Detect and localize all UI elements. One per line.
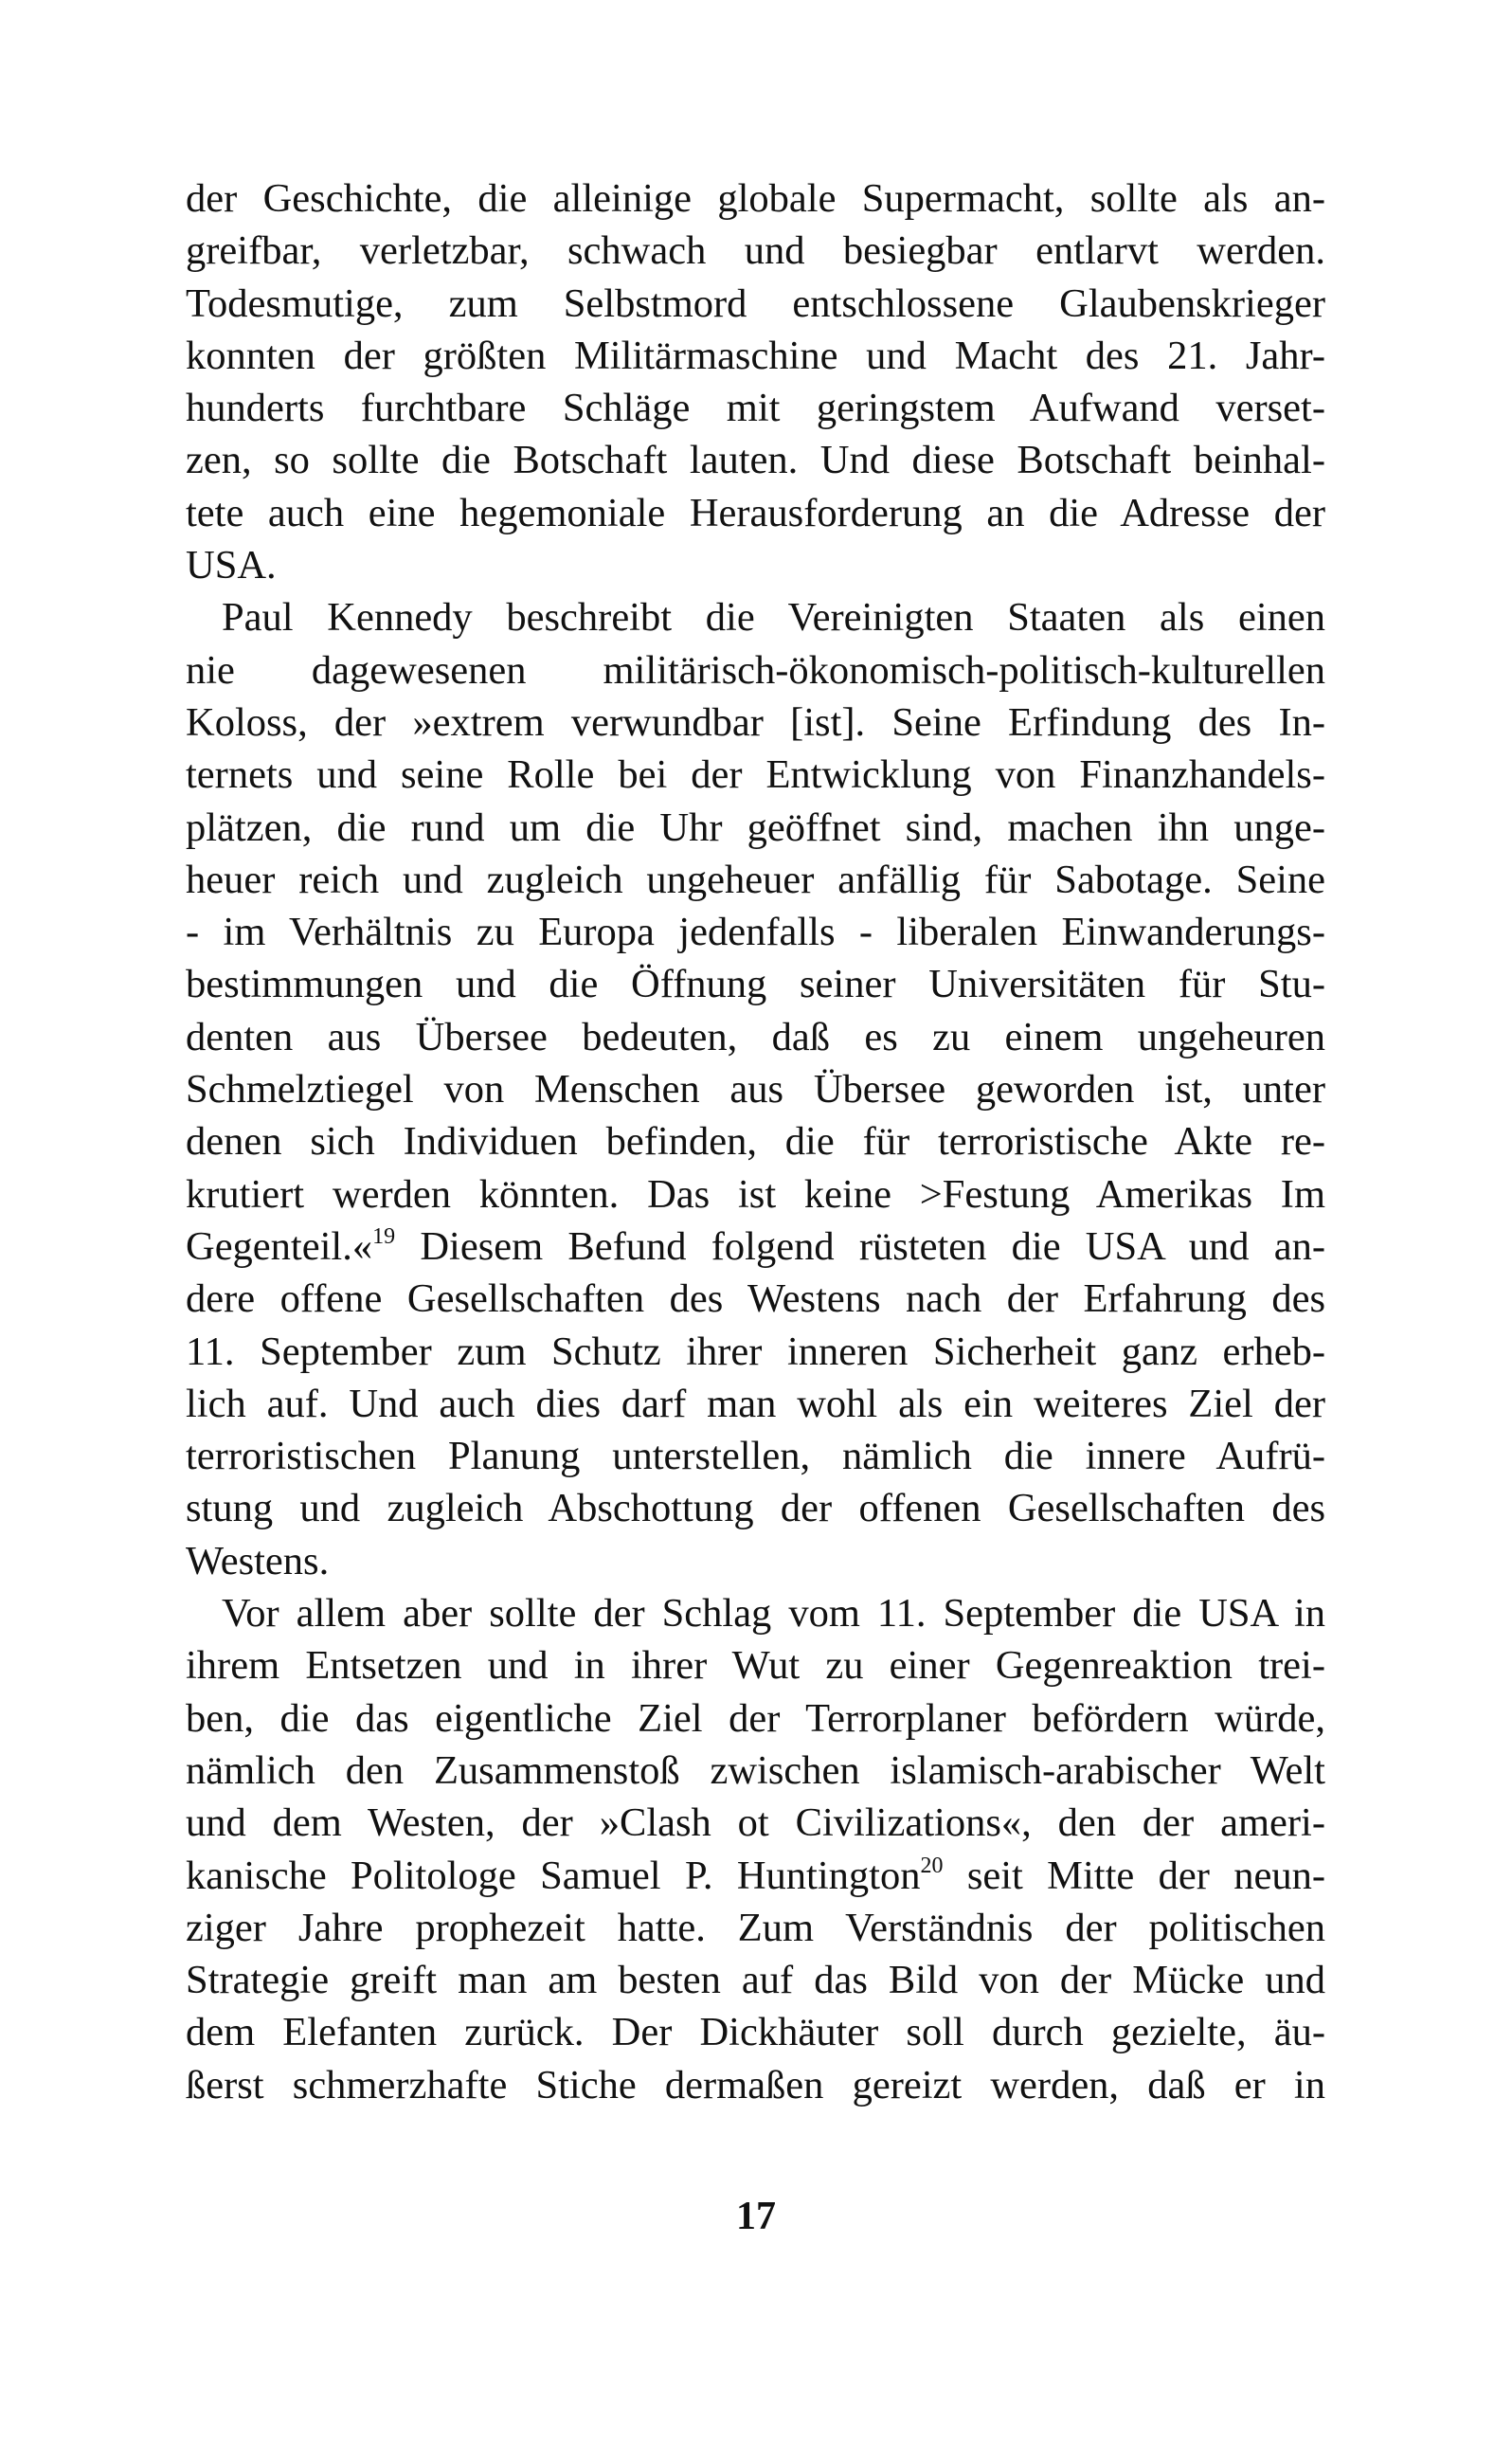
footnote-ref-20: 20: [920, 1853, 944, 1878]
text-line: Koloss, der »extrem verwundbar [ist]. Seine Erfindung des In-: [186, 699, 1325, 745]
text-line: ihrem Entsetzen und in ihrer Wut zu einer Gegenreaktion trei-: [186, 1643, 1325, 1689]
text-segment: Gegenteil.«: [186, 1223, 373, 1269]
body-text: [186, 172, 1325, 2111]
text-line: nämlich den Zusammenstoß zwischen islamisch-arabischer Welt: [186, 1747, 1325, 1793]
text-line: heuer reich und zugleich ungeheuer anfällig für Sabotage. Seine: [186, 857, 1325, 902]
text-line: ziger Jahre prophezeit hatte. Zum Verständnis der politischen: [186, 1905, 1325, 1950]
text-line: Todesmutige, zum Selbstmord entschlossene Glaubenskrieger: [186, 280, 1325, 326]
text-line: denten aus Übersee bedeuten, daß es zu einem ungeheuren: [186, 1014, 1325, 1059]
text-segment: Diesem Befund folgend rüsteten die USA und an-: [395, 1223, 1325, 1269]
text-line: Paul Kennedy beschreibt die Vereinigten Staaten als einen: [222, 595, 1325, 641]
page-number: 17: [736, 2195, 776, 2238]
text-line: und dem Westen, der »Clash ot Civilizations«, den der ameri-: [186, 1800, 1325, 1846]
text-line: dem Elefanten zurück. Der Dickhäuter soll durch gezielte, äu-: [186, 2010, 1325, 2055]
footnote-ref-19: 19: [372, 1223, 396, 1249]
text-segment: kanische Politologe Samuel P. Huntington: [186, 1853, 921, 1898]
text-line: Westens.: [186, 1538, 330, 1583]
text-line: stung und zugleich Abschottung der offenen Gesellschaften des: [186, 1486, 1325, 1531]
text-line: konnten der größten Militärmaschine und Macht des 21. Jahr-: [186, 333, 1325, 378]
text-line: tete auch eine hegemoniale Herausforderung an die Adresse der: [186, 490, 1325, 535]
text-line: Vor allem aber sollte der Schlag vom 11. September die USA in: [222, 1591, 1325, 1637]
text-line: lich auf. Und auch dies darf man wohl als ein weiteres Ziel der: [186, 1381, 1325, 1426]
text-line: nie dagewesenen militärisch-ökonomisch-politisch-kulturellen: [186, 647, 1325, 693]
text-line: Strategie greift man am besten auf das Bild von der Mücke und: [186, 1958, 1325, 2003]
text-segment: seit Mitte der neun-: [943, 1853, 1325, 1898]
text-line: plätzen, die rund um die Uhr geöffnet sind, machen ihn unge-: [186, 805, 1325, 850]
text-line: ben, die das eigentliche Ziel der Terrorplaner befördern würde,: [186, 1695, 1325, 1741]
text-line: - im Verhältnis zu Europa jedenfalls - liberalen Einwanderungs-: [186, 910, 1325, 955]
text-line-with-footnote: [186, 1221, 1325, 1273]
text-line: greifbar, verletzbar, schwach und besiegbar entlarvt werden.: [186, 228, 1325, 274]
text-line: hunderts furchtbare Schläge mit geringstem Aufwand verset-: [186, 386, 1325, 431]
text-line: dere offene Gesellschaften des Westens nach der Erfahrung des: [186, 1276, 1325, 1322]
text-line: bestimmungen und die Öffnung seiner Universitäten für Stu-: [186, 962, 1325, 1007]
text-line: krutiert werden könnten. Das ist keine >Festung Amerikas Im: [186, 1171, 1325, 1217]
text-line: terroristischen Planung unterstellen, nämlich die innere Aufrü-: [186, 1434, 1325, 1479]
text-line: ßerst schmerzhafte Stiche dermaßen gereizt werden, daß er in: [186, 2062, 1325, 2107]
text-line: 11. September zum Schutz ihrer inneren Sicherheit ganz erheb-: [186, 1329, 1325, 1374]
text-line-with-footnote: [186, 1850, 1325, 1902]
text-line: zen, so sollte die Botschaft lauten. Und diese Botschaft beinhal-: [186, 438, 1325, 483]
text-line: denen sich Individuen befinden, die für terroristische Akte re-: [186, 1119, 1325, 1165]
text-line: USA.: [186, 543, 277, 588]
text-line: ternets und seine Rolle bei der Entwicklung von Finanzhandels-: [186, 752, 1325, 798]
text-line: der Geschichte, die alleinige globale Supermacht, sollte als an-: [186, 176, 1325, 221]
text-line: Schmelztiegel von Menschen aus Übersee geworden ist, unter: [186, 1067, 1325, 1112]
